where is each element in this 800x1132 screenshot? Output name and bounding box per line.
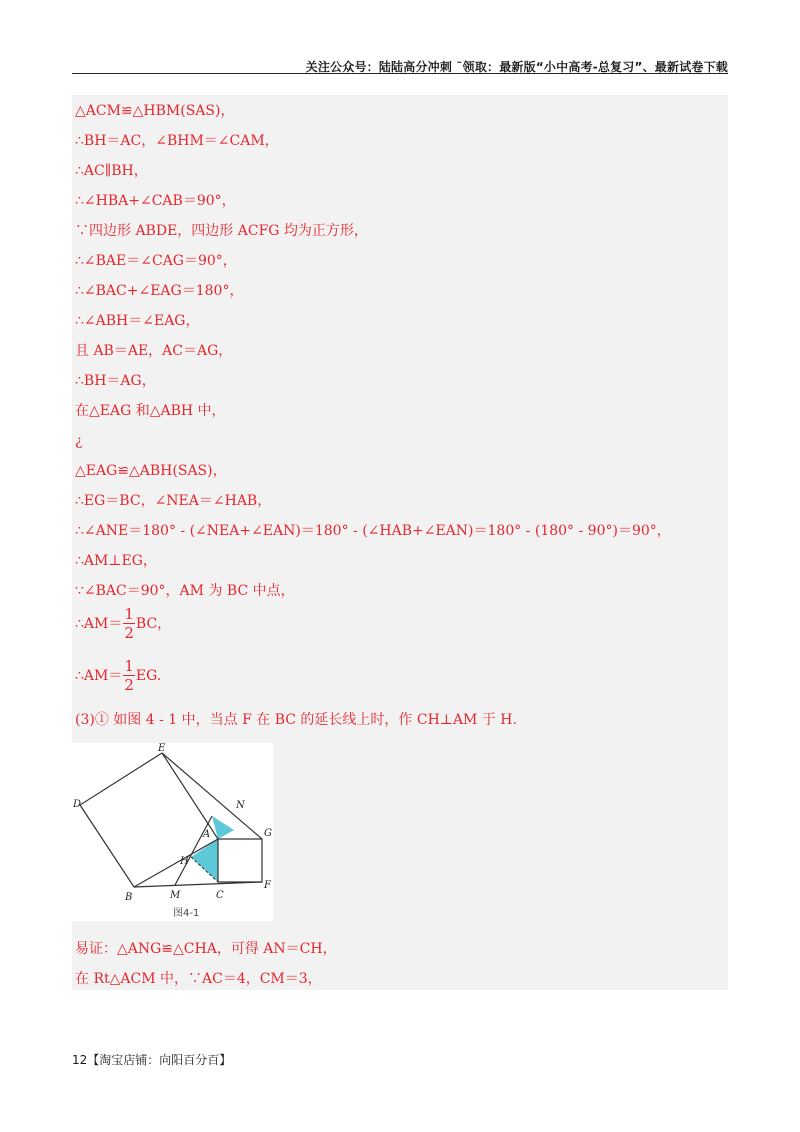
page-header: 关注公众号：陆陆高分冲刺 ˜领取：最新版“小中高考-总复习”、最新试卷下载 [305,60,728,74]
solution-line: ∴∠ABH＝∠EAG， [75,313,200,329]
part-3-heading: (3)① 如图 4 - 1 中，当点 F 在 BC 的延长线上时，作 CH⊥AM 于 H. [75,712,517,728]
fraction-half [123,607,135,641]
fraction-prefix: ∴AM＝ [75,668,123,684]
page-footer: 12【淘宝店铺：向阳百分百】 [72,1053,232,1067]
line-eg [162,753,262,839]
solution-line: ∴AC∥BH， [75,163,148,179]
solution-line: ∴AM⊥EG， [75,553,157,569]
solution-line: ∵四边形 ABDE，四边形 ACFG 均为正方形， [75,223,368,239]
solution-line: △EAG≌△ABH(SAS)， [75,463,227,479]
fraction-prefix: ∴AM＝ [75,616,123,632]
header-rule [72,73,728,74]
numerator: 1 [124,605,134,623]
solution-line: △ACM≌△HBM(SAS)， [75,103,235,119]
solution-line: 在 Rt△ACM 中，∵AC＝4，CM＝3， [75,971,322,987]
solution-line: ∴BH＝AC，∠BHM＝∠CAM， [75,133,279,149]
label-c: C [216,890,224,901]
line-bf [134,882,262,887]
solution-line: 且 AB＝AE，AC＝AG， [75,343,233,359]
fraction-suffix: BC， [135,616,172,632]
label-e: E [158,743,166,754]
solution-line: 在△EAG 和△ABH 中， [75,403,226,419]
fraction-line [75,606,171,642]
solution-line: ∴BH＝AG， [75,373,156,389]
solution-line: ∴∠HBA+∠CAB＝90°， [75,193,236,209]
solution-line: ∴∠BAE＝∠CAG＝90°， [75,253,237,269]
solution-line: 易证：△ANG≌△CHA，可得 AN＝CH， [75,941,337,957]
geometry-diagram [72,743,273,921]
label-a: A [203,829,211,840]
fraction-half [123,659,135,693]
numerator: 1 [124,657,134,675]
fraction-suffix: EG. [135,668,162,684]
denominator: 2 [124,624,134,642]
label-f: F [264,880,271,891]
solution-line: ∴EG＝BC，∠NEA＝∠HAB， [75,493,272,509]
label-h: H [180,856,189,867]
solution-line: ∵∠BAC＝90°，AM 为 BC 中点， [75,583,295,599]
solution-content [72,95,728,990]
square-abde [80,753,218,887]
solution-line: ∴∠ANE＝180° - (∠NEA+∠EAN)＝180° - (∠HAB+∠EAN)＝180° - (180° - 90°)＝90°， [75,523,671,539]
square-acfg [218,839,262,882]
solution-line: ¿ [75,433,83,449]
label-d: D [73,799,82,810]
denominator: 2 [124,676,134,694]
figure-caption: 图4-1 [173,908,200,919]
label-n: N [236,800,245,811]
label-g: G [264,828,272,839]
geometry-figure-4-1 [72,743,273,921]
label-m: M [170,890,181,901]
solution-line: ∴∠BAC+∠EAG＝180°， [75,283,244,299]
fraction-line [75,658,161,694]
label-b: B [125,892,133,903]
